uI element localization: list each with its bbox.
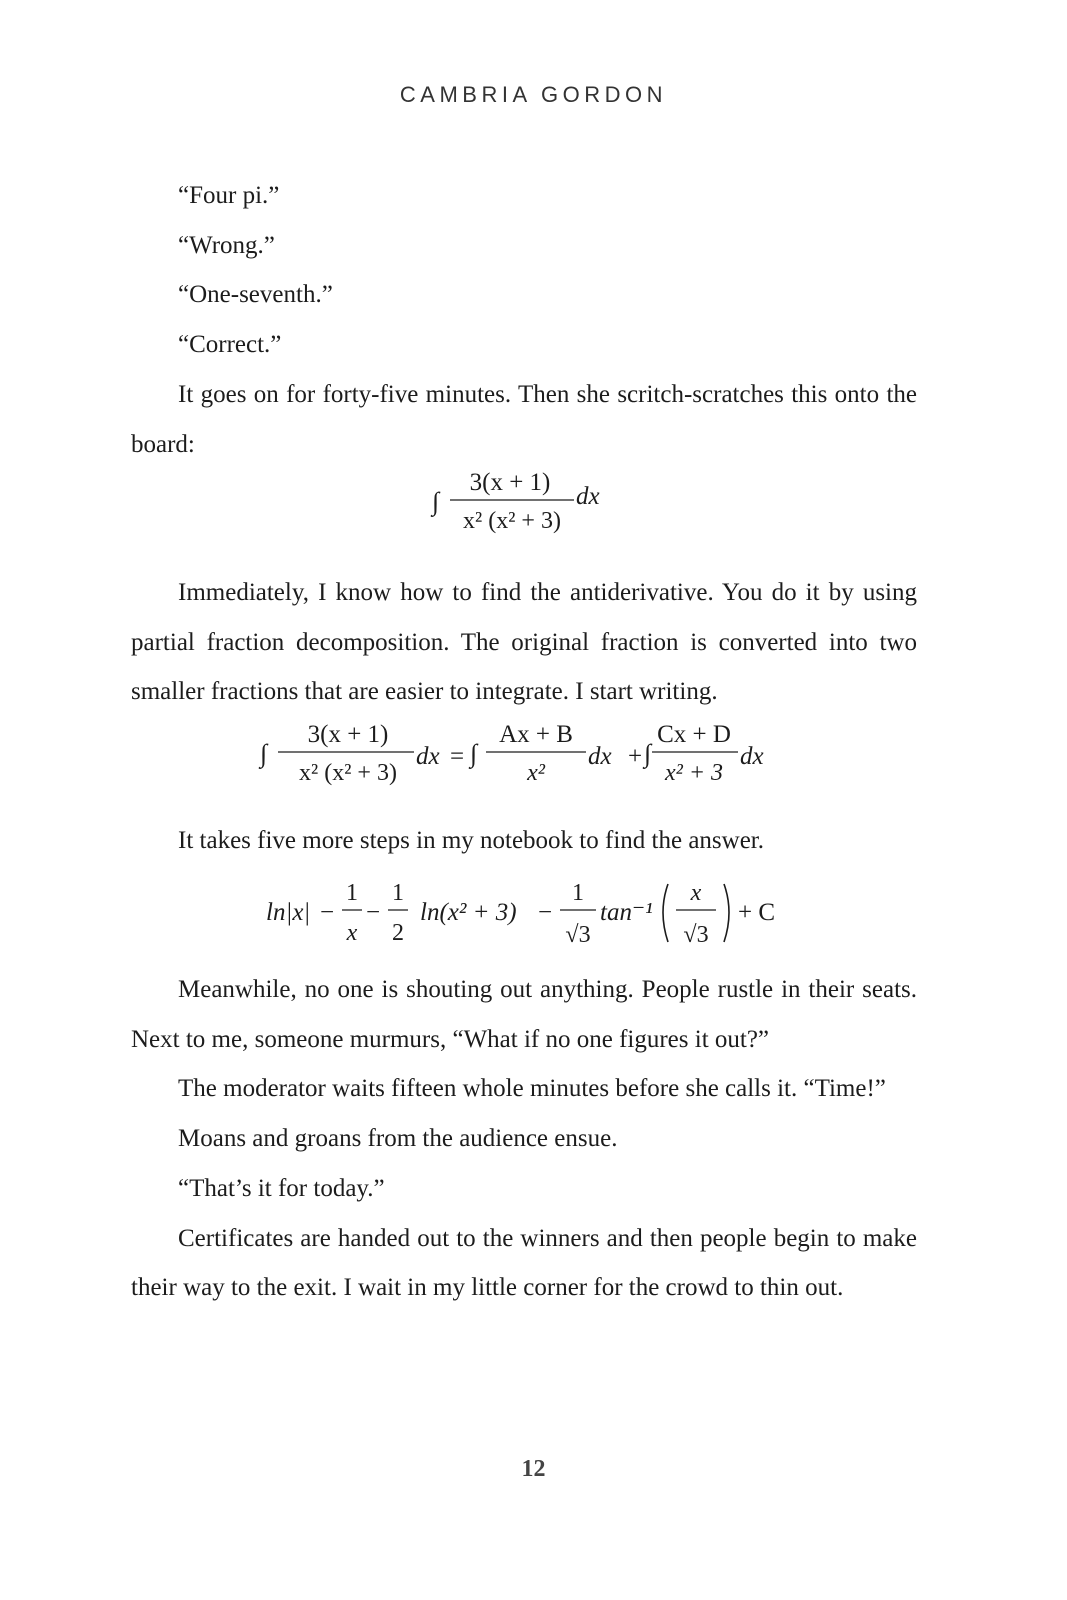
paragraph: “One-seventh.” xyxy=(178,281,333,309)
differential: dx xyxy=(588,743,612,770)
right-paren xyxy=(724,884,729,942)
integral-sign: ∫ xyxy=(260,739,268,768)
paragraph: Meanwhile, no one is shouting out anything. People rustle in their seats. Next to me, someone murmurs, “What if no one figures it out?” xyxy=(131,976,917,1053)
paragraph: “Correct.” xyxy=(178,331,282,359)
fraction-denominator: √3 xyxy=(683,922,709,948)
paragraph: Immediately, I know how to find the antiderivative. You do it by using partial fraction decomposition. The original fraction is converted into two smaller fractions that are easier to integrate. I start writing. xyxy=(131,579,917,706)
fraction-denominator: x xyxy=(346,920,358,946)
fraction-numerator: Cx + D xyxy=(657,721,731,748)
minus-sign: − xyxy=(320,899,335,926)
paragraph: It takes five more steps in my notebook to find the answer. xyxy=(178,827,764,854)
fraction-numerator: 3(x + 1) xyxy=(469,469,551,496)
fraction-denominator: x² (x² + 3) xyxy=(463,508,561,534)
paragraph: Certificates are handed out to the winners and then people begin to make their way to the exit. I wait in my little corner for the crowd to thin out. xyxy=(131,1224,917,1302)
paragraph: Moans and groans from the audience ensue. xyxy=(178,1125,618,1153)
equation-integral xyxy=(420,462,620,553)
fraction-numerator: 3(x + 1) xyxy=(307,721,389,748)
running-head: CAMBRIA GORDON xyxy=(399,82,668,107)
paragraph: “Wrong.” xyxy=(178,231,275,259)
fraction-denominator: x² (x² + 3) xyxy=(299,760,397,786)
fraction-numerator: x xyxy=(690,880,702,906)
minus-sign: − xyxy=(538,899,553,926)
text-block-3 xyxy=(131,816,917,866)
differential: dx xyxy=(576,483,600,510)
paragraph: It goes on for forty-five minutes. Then she scritch-scratches this onto the board: xyxy=(131,380,917,458)
text-block-1 xyxy=(131,171,917,469)
differential: dx xyxy=(416,743,440,770)
page-number: 12 xyxy=(521,1456,546,1482)
fraction-denominator: x² + 3 xyxy=(664,760,724,786)
plus-sign: + xyxy=(628,743,643,770)
fraction-denominator: x² xyxy=(527,760,545,786)
constant-term: + C xyxy=(738,899,776,926)
fraction-numerator: 1 xyxy=(392,880,404,906)
paragraph: “That’s it for today.” xyxy=(178,1174,385,1202)
paragraph: The moderator waits fifteen whole minutes before she calls it. “Time!” xyxy=(178,1075,886,1103)
fraction-denominator: √3 xyxy=(565,922,591,948)
fraction-denominator: 2 xyxy=(392,920,404,946)
integral-sign: ∫ xyxy=(470,739,478,768)
fraction-numerator: 1 xyxy=(346,880,358,906)
minus-sign: − xyxy=(366,899,381,926)
text-block-2 xyxy=(131,568,917,717)
equation-partial-fractions-svg xyxy=(252,712,792,796)
equals-sign: = xyxy=(450,743,465,770)
ln-term: ln(x² + 3) xyxy=(420,899,517,926)
ln-abs-x: ln|x| xyxy=(266,899,311,926)
equation-partial-fractions xyxy=(252,712,792,803)
equation-antiderivative-svg xyxy=(262,866,802,958)
fraction-numerator: Ax + B xyxy=(499,721,573,748)
left-paren xyxy=(663,884,668,942)
equation-integral-svg xyxy=(420,462,620,546)
differential: dx xyxy=(740,743,764,770)
integral-sign: ∫ xyxy=(644,739,652,768)
fraction-numerator: 1 xyxy=(572,880,584,906)
equation-antiderivative xyxy=(262,866,802,965)
text-block-4 xyxy=(131,965,917,1313)
paragraph: “Four pi.” xyxy=(178,182,280,209)
integral-sign: ∫ xyxy=(432,487,440,516)
tan-inverse: tan⁻¹ xyxy=(600,899,653,926)
